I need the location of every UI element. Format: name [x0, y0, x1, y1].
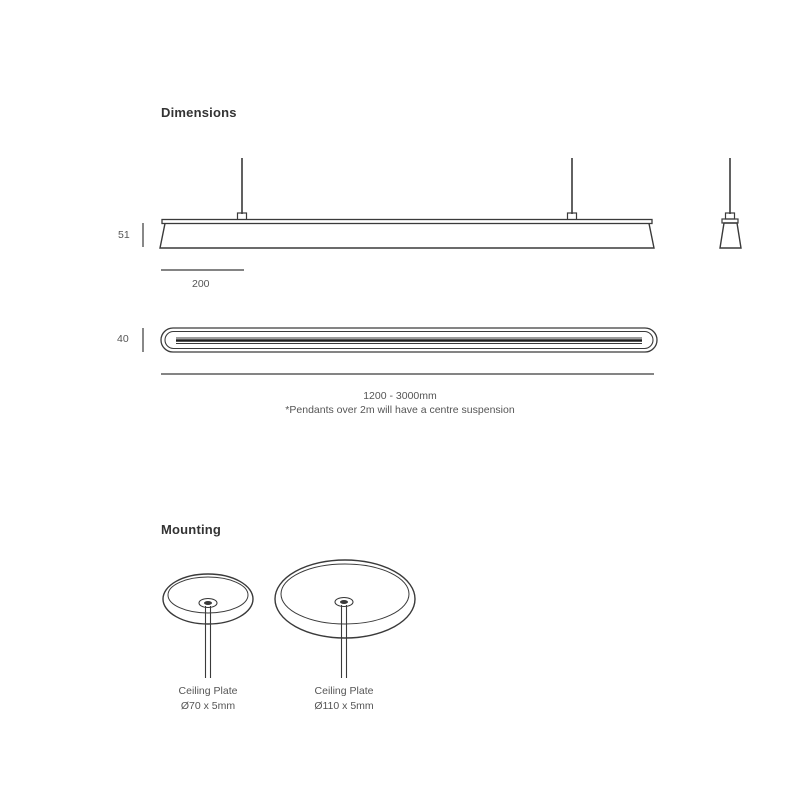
plate-large-size: Ø110 x 5mm	[314, 700, 374, 712]
suspension-note: *Pendants over 2m will have a centre suspension	[285, 404, 515, 416]
plate-small-name: Ceiling Plate	[178, 685, 238, 697]
front-elevation	[160, 158, 654, 248]
side-elevation	[720, 158, 741, 248]
plate-large-name: Ceiling Plate	[314, 685, 374, 697]
plate-large-hole	[340, 600, 348, 604]
pendant-body-profile	[160, 224, 654, 249]
plate-small-hole	[204, 601, 212, 605]
ceiling-plate-small-drawing	[163, 574, 253, 678]
plate-small-size: Ø70 x 5mm	[180, 700, 236, 712]
segment-dimension-label: 200	[192, 278, 210, 290]
ceiling-plate-large-drawing	[275, 560, 415, 678]
mounting-heading: Mounting	[161, 522, 222, 537]
side-body-profile	[720, 223, 741, 248]
pendant-top-rail	[162, 220, 652, 224]
plate-large-outer	[275, 560, 415, 638]
dimensions-heading: Dimensions	[161, 105, 237, 120]
height-dimension-label: 51	[118, 229, 130, 241]
length-dimension-label: 1200 - 3000mm	[363, 390, 437, 402]
plate-large-rim	[281, 564, 409, 624]
width-dimension-label: 40	[117, 333, 129, 345]
plan-view	[143, 328, 657, 374]
